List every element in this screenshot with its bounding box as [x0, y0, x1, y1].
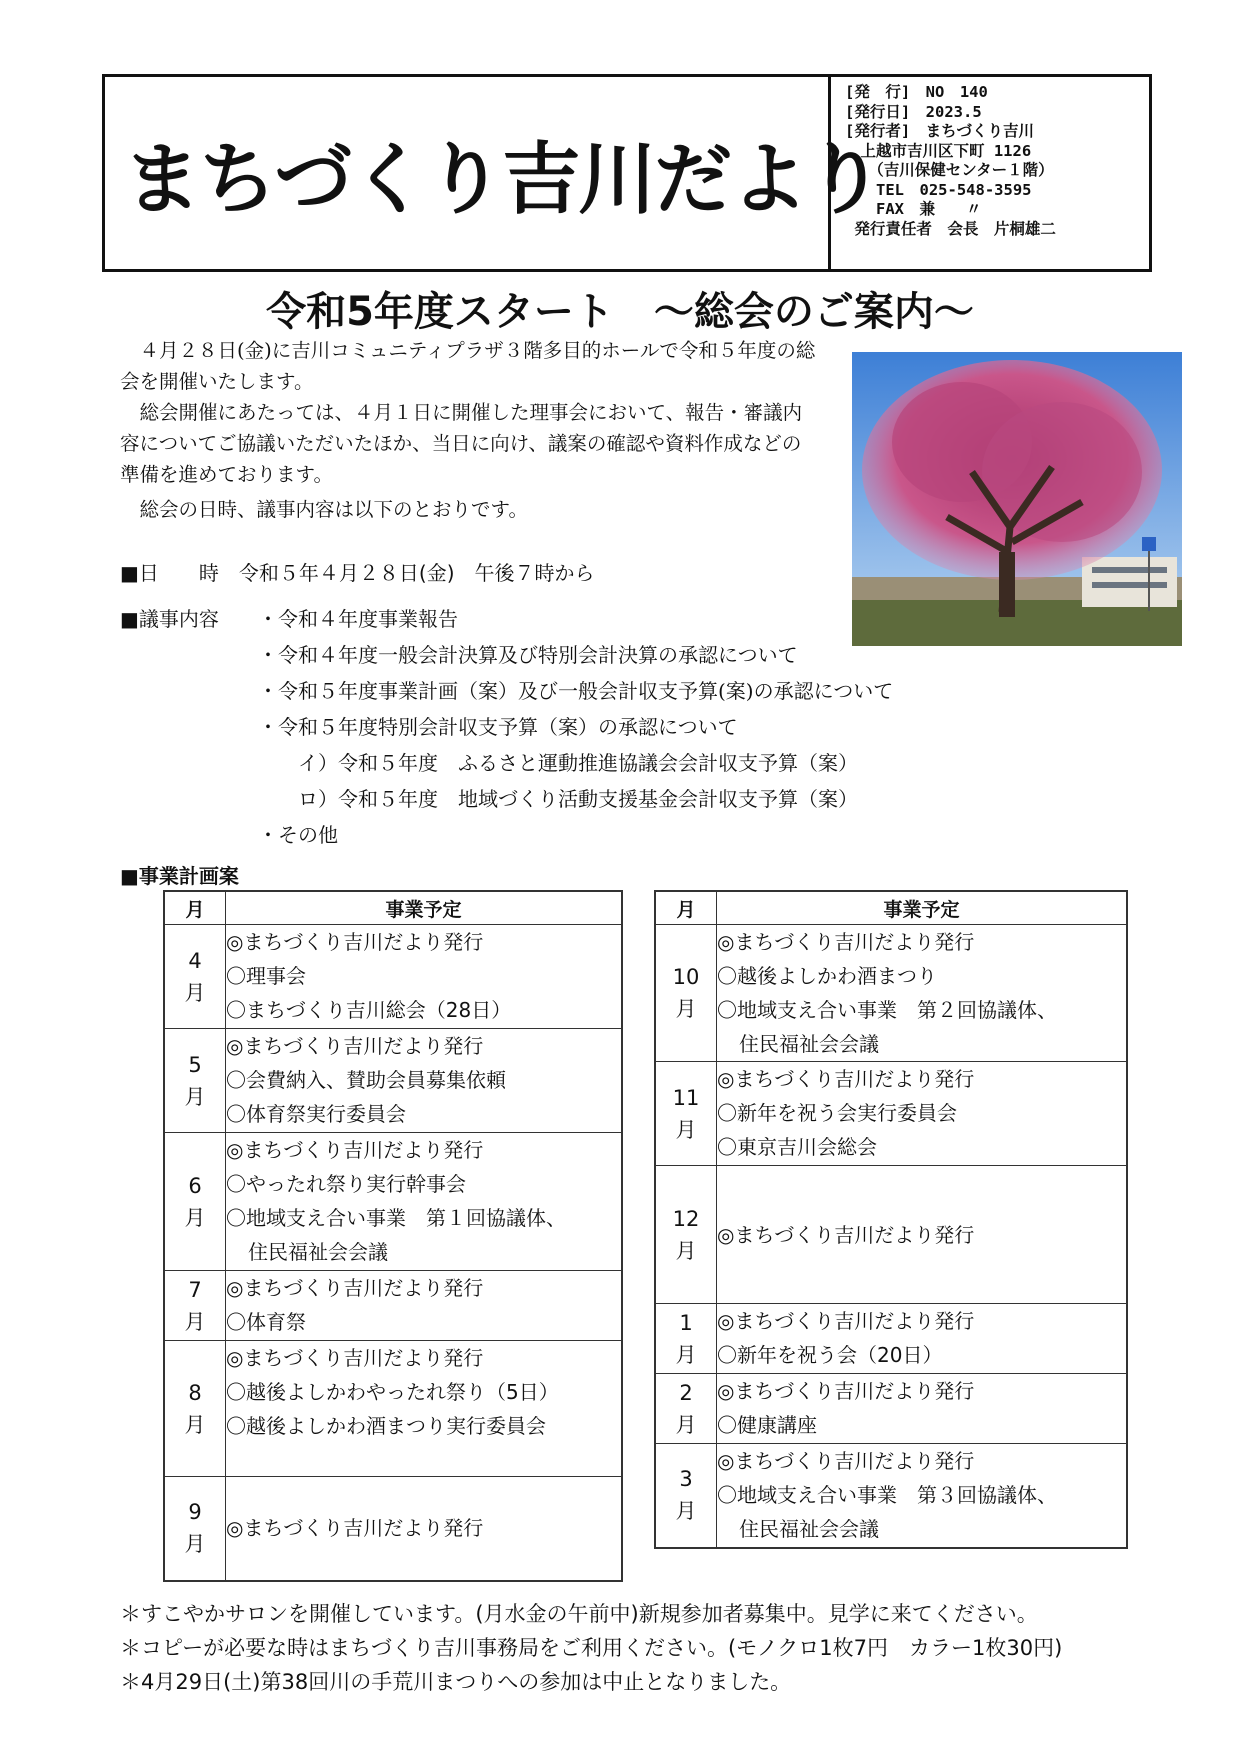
table-row [655, 1166, 1127, 1304]
schedule-cell: ◎まちづくり吉川だより発行 〇やったれ祭り実行幹事会 〇地域支え合い事業 第１回協議体、 住民福祉会会議 [226, 1133, 623, 1271]
schedule-table-left [163, 890, 623, 1582]
table-header-row [164, 891, 622, 925]
schedule-cell: ◎まちづくり吉川だより発行 〇健康講座 [717, 1374, 1128, 1444]
agenda-item: ・令和４年度一般会計決算及び特別会計決算の承認について [258, 643, 798, 667]
schedule-cell: ◎まちづくり吉川だより発行 〇越後よしかわやったれ祭り（5日） 〇越後よしかわ酒まつり実行委員会 [226, 1341, 623, 1477]
table-row [655, 1062, 1127, 1166]
table-row [655, 1444, 1127, 1548]
info-line: （吉川保健センター１階） [845, 161, 1054, 179]
table-row [164, 925, 622, 1029]
intro-paragraph: ４月２８日(金)に吉川コミュニティプラザ３階多目的ホールで令和５年度の総会を開催いたします。 [120, 339, 816, 393]
intro-text [120, 335, 820, 525]
month-cell: 9 月 [164, 1477, 226, 1581]
info-line: 上越市吉川区下町 1126 [845, 141, 1032, 160]
table-row [164, 1341, 622, 1477]
month-cell: 11 月 [655, 1062, 717, 1166]
schedule-cell: ◎まちづくり吉川だより発行 〇地域支え合い事業 第３回協議体、 住民福祉会会議 [717, 1444, 1128, 1548]
info-line: FAX 兼 〃 [845, 200, 982, 218]
schedule-cell: ◎まちづくり吉川だより発行 〇理事会 〇まちづくり吉川総会（28日） [226, 925, 623, 1029]
month-cell: 1 月 [655, 1304, 717, 1374]
publication-info [828, 77, 1149, 269]
footnote: ＊4月29日(土)第38回川の手荒川まつりへの参加は中止となりました。 [120, 1670, 792, 1694]
table-row [164, 1029, 622, 1133]
table-row [164, 1477, 622, 1581]
schedule-table-right [654, 890, 1128, 1549]
schedule-cell: ◎まちづくり吉川だより発行 〇体育祭 [226, 1271, 623, 1341]
footnote: ＊コピーが必要な時はまちづくり吉川事務局をご利用ください。(モノクロ1枚7円 カラー1枚30円) [120, 1636, 1063, 1660]
month-cell: 5 月 [164, 1029, 226, 1133]
info-line: [発 行] NO 140 [845, 83, 988, 101]
meeting-datetime: ■日 時 令和５年４月２８日(金) 午後７時から [120, 561, 595, 585]
column-header-schedule: 事業予定 [717, 891, 1128, 925]
table-header-row [655, 891, 1127, 925]
info-line: TEL 025-548-3595 [845, 180, 1032, 199]
schedule-cell: ◎まちづくり吉川だより発行 [226, 1477, 623, 1581]
agenda-item: ・令和５年度特別会計収支予算（案）の承認について [258, 715, 738, 739]
month-cell: 2 月 [655, 1374, 717, 1444]
month-cell: 8 月 [164, 1341, 226, 1477]
schedule-cell: ◎まちづくり吉川だより発行 [717, 1166, 1128, 1304]
schedule-cell: ◎まちづくり吉川だより発行 〇新年を祝う会（20日） [717, 1304, 1128, 1374]
agenda-item: ・令和５年度事業計画（案）及び一般会計収支予算(案)の承認について [258, 679, 894, 703]
column-header-month: 月 [655, 891, 717, 925]
agenda-item: ・その他 [258, 823, 338, 847]
intro-paragraph: 総会の日時、議事内容は以下のとおりです。 [120, 498, 528, 521]
column-header-month: 月 [164, 891, 226, 925]
footnote: ＊すこやかサロンを開催しています。(月水金の午前中)新規参加者募集中。見学に来てください。 [120, 1602, 1038, 1626]
agenda-item: ・令和４年度事業報告 [258, 607, 458, 631]
plan-label: ■事業計画案 [120, 864, 239, 888]
schedule-cell: ◎まちづくり吉川だより発行 〇新年を祝う会実行委員会 〇東京吉川会総会 [717, 1062, 1128, 1166]
agenda-item: ロ）令和５年度 地域づくり活動支援基金会計収支予算（案） [258, 787, 858, 811]
table-row [655, 1304, 1127, 1374]
month-cell: 6 月 [164, 1133, 226, 1271]
schedule-cell: ◎まちづくり吉川だより発行 〇越後よしかわ酒まつり 〇地域支え合い事業 第２回協議体、 住民福祉会会議 [717, 925, 1128, 1062]
newsletter-title: まちづくり吉川だより [123, 135, 883, 225]
intro-paragraph: 総会開催にあたっては、４月１日に開催した理事会において、報告・審議内容についてご協議いただいたほか、当日に向け、議案の確認や資料作成などの準備を進めております。 [120, 401, 803, 486]
table-row [164, 1271, 622, 1341]
masthead [102, 74, 1152, 272]
table-row [655, 925, 1127, 1062]
info-line: [発行日] 2023.5 [845, 102, 982, 121]
table-row [164, 1133, 622, 1271]
headline: 令和5年度スタート ～総会のご案内～ [266, 289, 974, 335]
schedule-cell: ◎まちづくり吉川だより発行 〇会費納入、賛助会員募集依頼 〇体育祭実行委員会 [226, 1029, 623, 1133]
table-row [655, 1374, 1127, 1444]
column-header-schedule: 事業予定 [226, 891, 623, 925]
agenda-label: ■議事内容 [120, 607, 219, 631]
month-cell: 12 月 [655, 1166, 717, 1304]
info-line: [発行者] まちづくり吉川 [845, 122, 1035, 140]
agenda-item: イ）令和５年度 ふるさと運動推進協議会会計収支予算（案） [258, 751, 858, 775]
month-cell: 10 月 [655, 925, 717, 1062]
month-cell: 4 月 [164, 925, 226, 1029]
blossom-tree-photo [852, 352, 1182, 646]
month-cell: 7 月 [164, 1271, 226, 1341]
info-line: 発行責任者 会長 片桐雄二 [845, 219, 1056, 238]
month-cell: 3 月 [655, 1444, 717, 1548]
